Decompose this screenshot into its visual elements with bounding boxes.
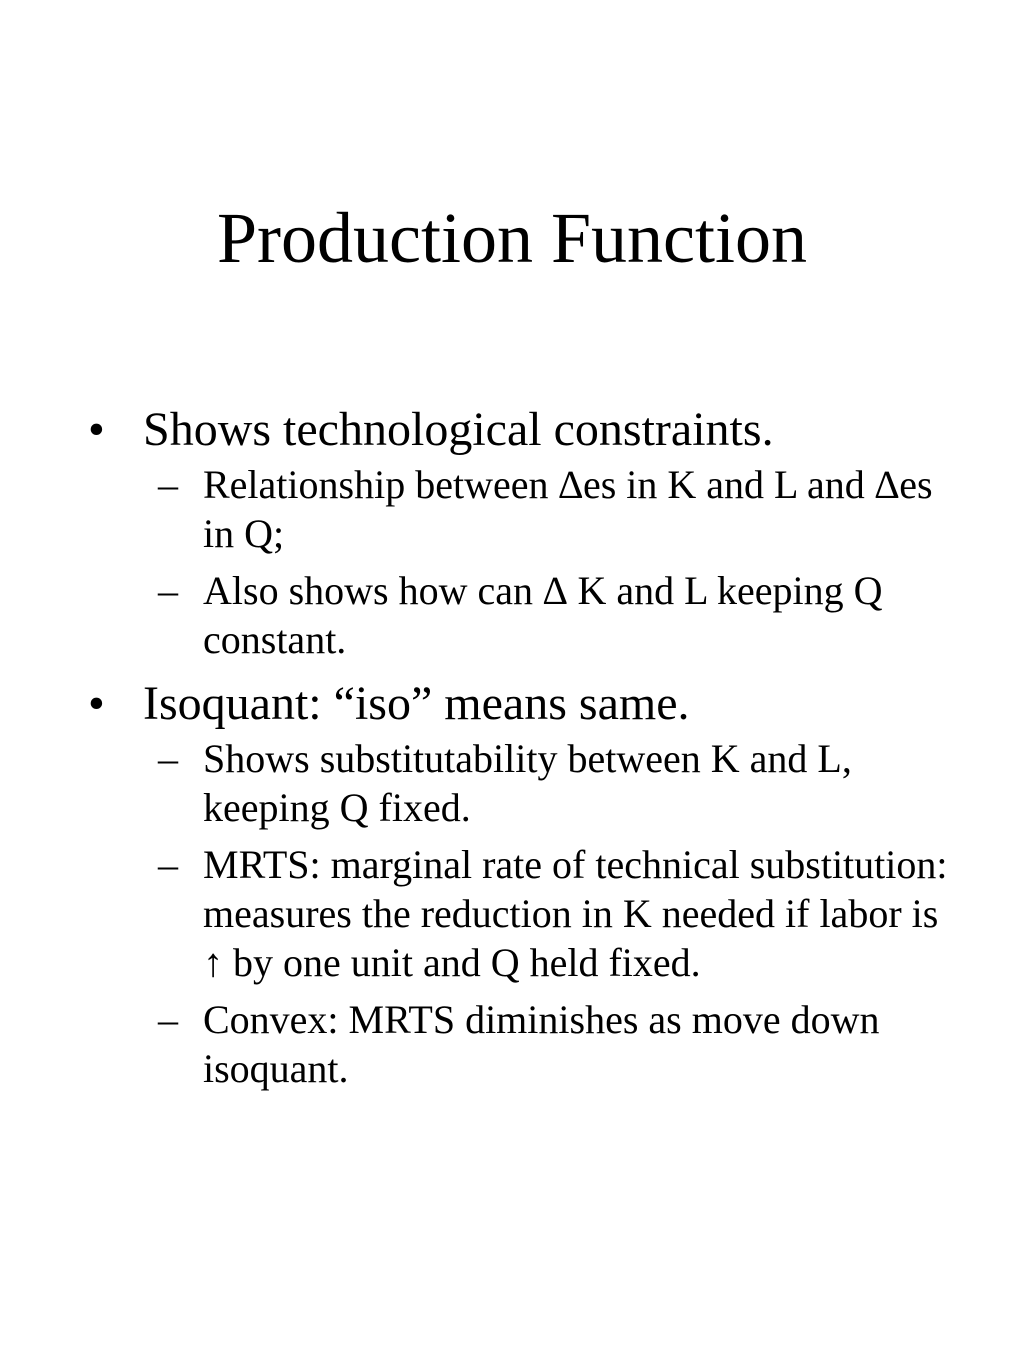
sub-bullet-text: Also shows how can ∆ K and L keeping Q constant.	[203, 568, 883, 662]
sub-bullet-marker: –	[158, 842, 178, 887]
sub-bullet-text: MRTS: marginal rate of technical substitution: measures the reduction in K needed if labor is ↑ by one unit and Q held fixed.	[203, 842, 948, 985]
sub-bullet-item	[143, 995, 948, 1093]
sub-bullet-item	[143, 566, 948, 664]
sub-bullet-item	[143, 840, 948, 987]
sub-bullet-marker: –	[158, 997, 178, 1042]
bullet-text: Shows technological constraints.	[143, 403, 774, 456]
sub-bullet-text: Relationship between ∆es in K and L and ∆es in Q;	[203, 462, 933, 556]
bullet-text: Isoquant: “iso” means same.	[143, 677, 690, 730]
sub-bullet-text: Convex: MRTS diminishes as move down isoquant.	[203, 997, 880, 1091]
sub-bullet-marker: –	[158, 568, 178, 613]
slide-title: Production Function	[217, 198, 807, 278]
sub-bullet-list	[143, 734, 948, 1093]
sub-bullet-marker: –	[158, 462, 178, 507]
sub-bullet-list	[143, 460, 948, 664]
bullet-item	[88, 400, 948, 664]
bullet-marker: •	[88, 677, 105, 730]
sub-bullet-item	[143, 460, 948, 558]
sub-bullet-item	[143, 734, 948, 832]
bullet-list	[88, 400, 948, 1103]
bullet-item	[88, 674, 948, 1093]
bullet-marker: •	[88, 403, 105, 456]
sub-bullet-text: Shows substitutability between K and L, keeping Q fixed.	[203, 736, 852, 830]
sub-bullet-marker: –	[158, 736, 178, 781]
